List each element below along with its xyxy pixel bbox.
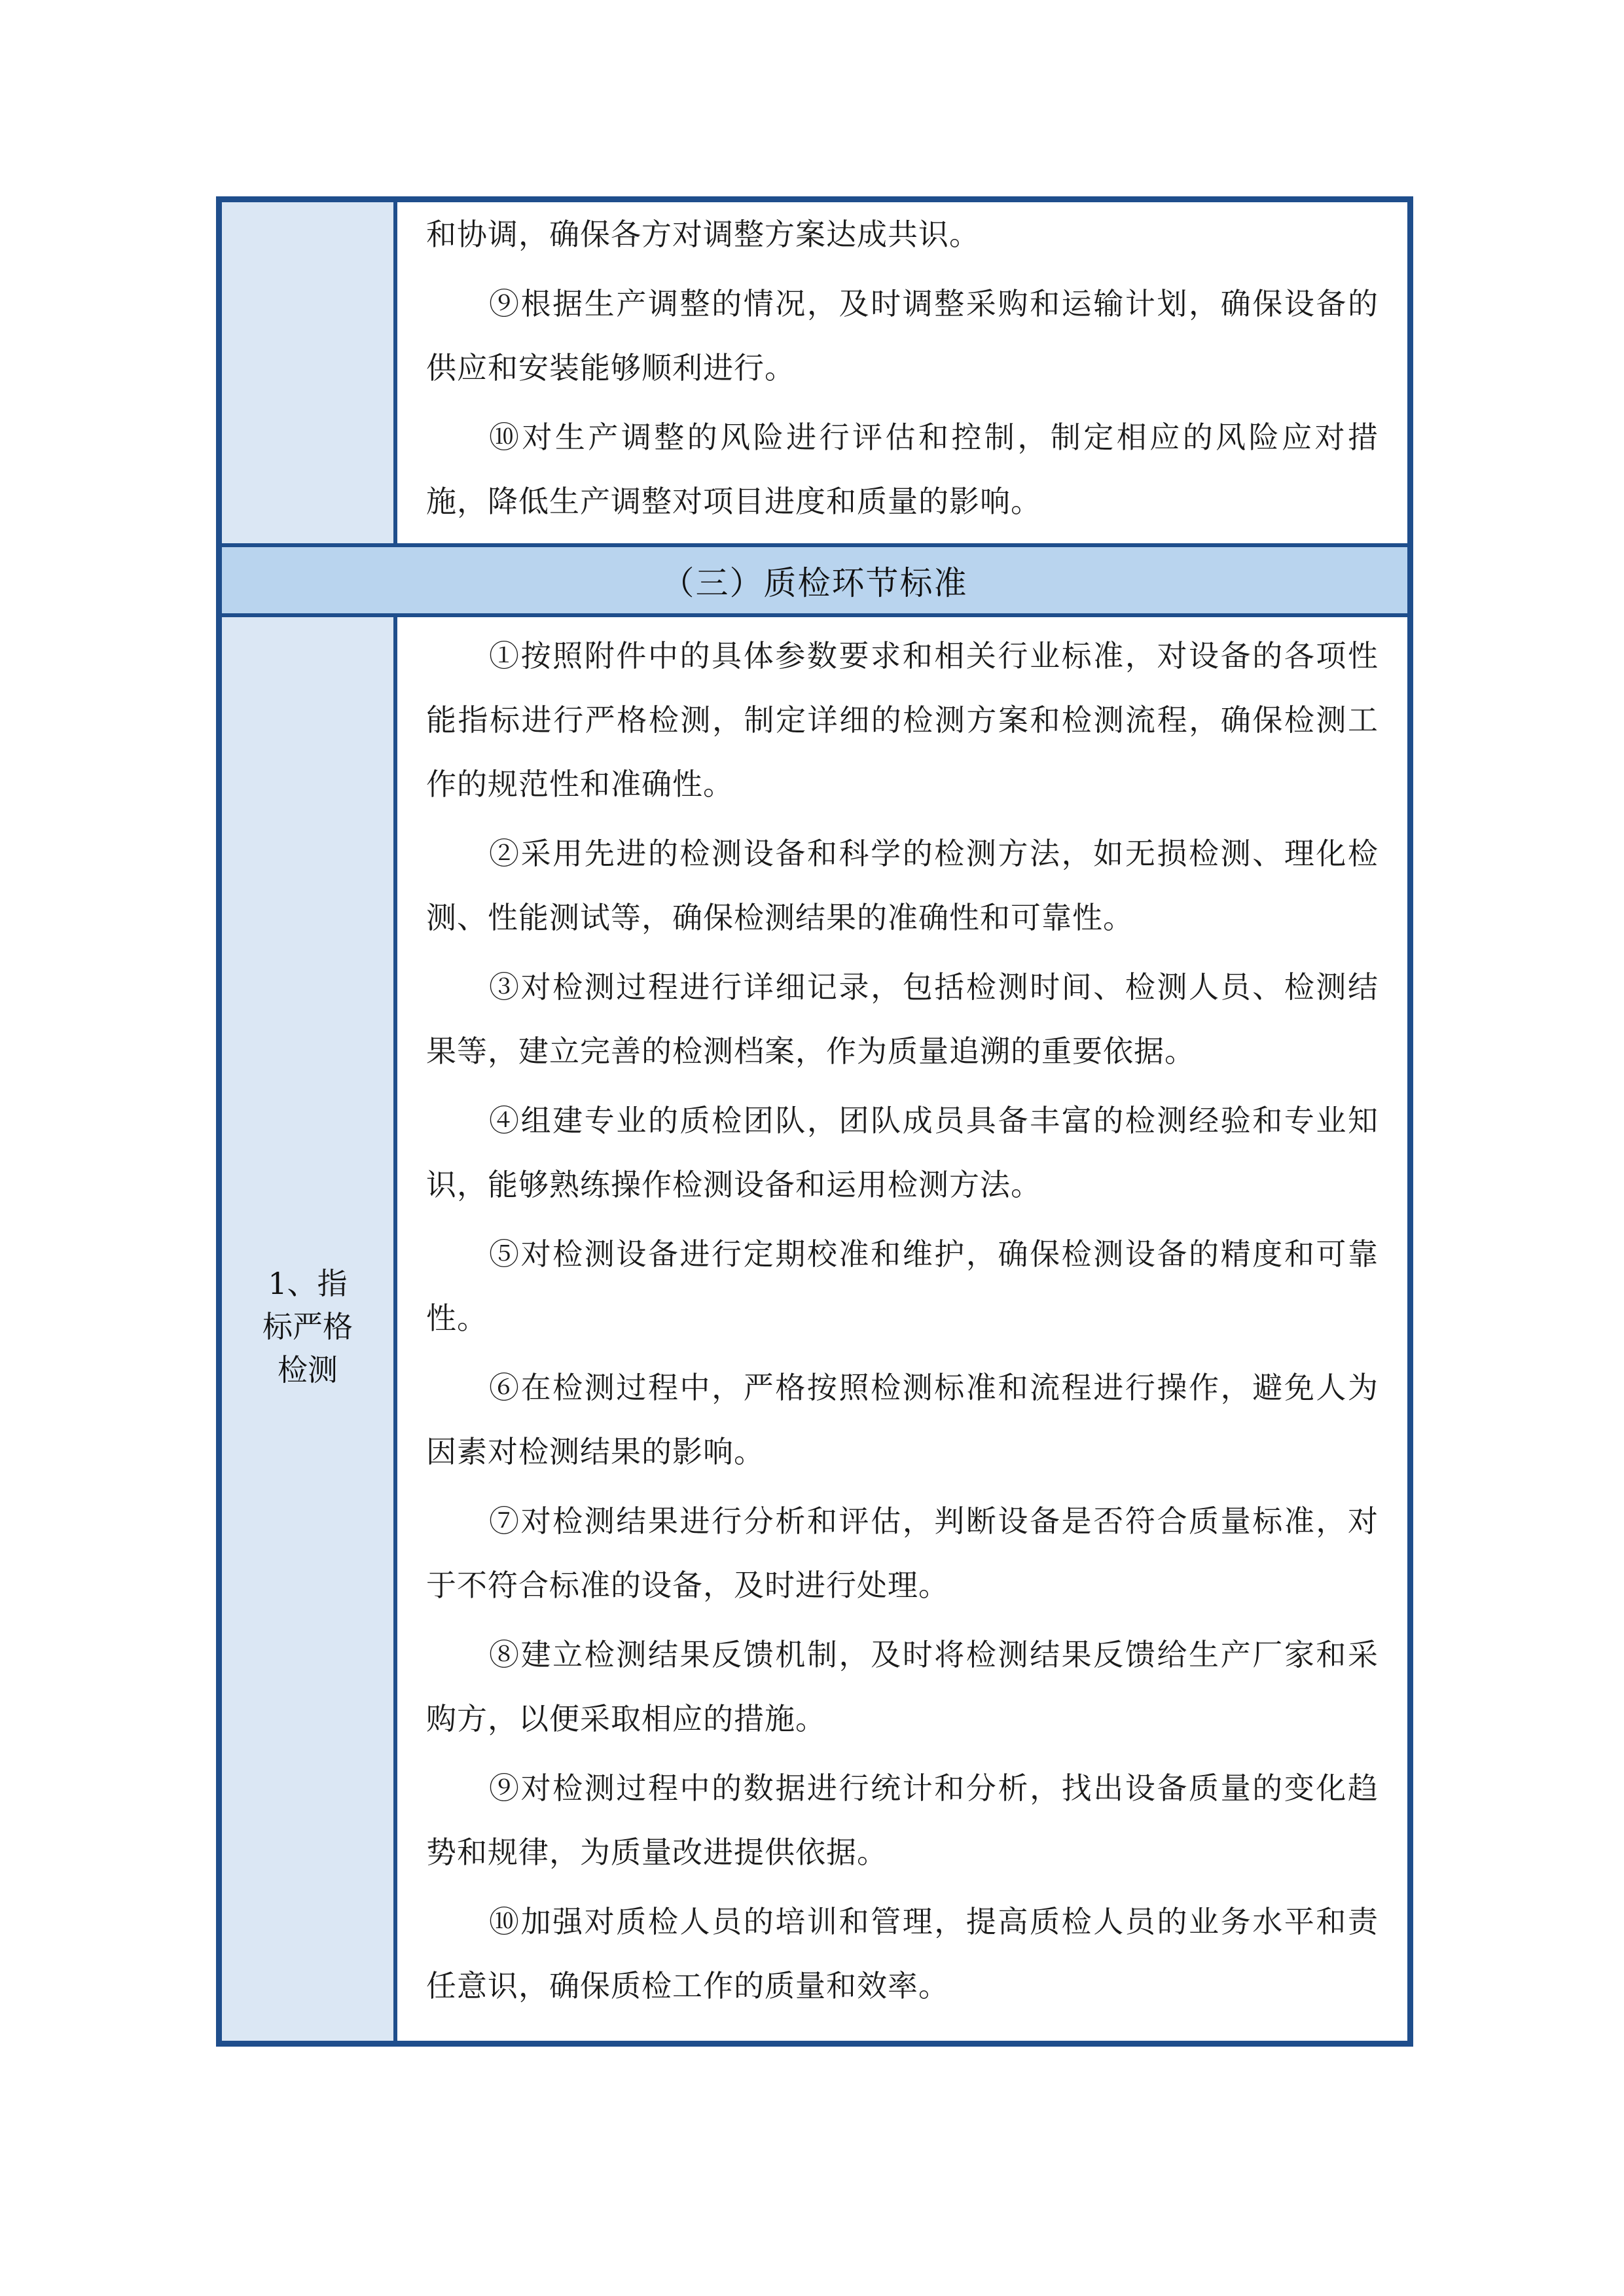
table-row-inspection <box>222 617 1407 2041</box>
content-cell-continued <box>397 202 1407 543</box>
inspection-paragraph-3: ③对检测过程进行详细记录，包括检测时间、检测人员、检测结果等，建立完善的检测档案，作为质量追溯的重要依据。 <box>426 969 1379 1069</box>
inspection-paragraph-2: ②采用先进的检测设备和科学的检测方法，如无损检测、理化检测、性能测试等，确保检测结果的准确性和可靠性。 <box>426 836 1379 935</box>
row-label <box>222 1262 393 1391</box>
document-table <box>216 196 1413 2047</box>
section-title: （三）质检环节标准 <box>661 564 968 602</box>
section-header-row <box>222 543 1407 617</box>
row-label-text: 1、指标严格检测 <box>262 1266 353 1388</box>
content-cell-inspection <box>397 617 1407 2041</box>
label-cell-continued <box>222 202 397 543</box>
inspection-paragraph-5: ⑤对检测设备进行定期校准和维护，确保检测设备的精度和可靠性。 <box>426 1236 1379 1336</box>
inspection-paragraph-1: ①按照附件中的具体参数要求和相关行业标准，对设备的各项性能指标进行严格检测，制定详细的检测方案和检测流程，确保检测工作的规范性和准确性。 <box>426 638 1379 802</box>
paragraph-item-10: ⑩对生产调整的风险进行评估和控制，制定相应的风险应对措施，降低生产调整对项目进度和质量的影响。 <box>426 420 1379 519</box>
inspection-paragraph-9: ⑨对检测过程中的数据进行统计和分析，找出设备质量的变化趋势和规律，为质量改进提供依据。 <box>426 1770 1379 1870</box>
inspection-paragraph-7: ⑦对检测结果进行分析和评估，判断设备是否符合质量标准，对于不符合标准的设备，及时进行处理。 <box>426 1503 1379 1603</box>
inspection-paragraph-6: ⑥在检测过程中，严格按照检测标准和流程进行操作，避免人为因素对检测结果的影响。 <box>426 1370 1379 1469</box>
paragraph-item-9: ⑨根据生产调整的情况，及时调整采购和运输计划，确保设备的供应和安装能够顺利进行。 <box>426 286 1379 386</box>
paragraph-continued: 和协调，确保各方对调整方案达成共识。 <box>426 217 980 252</box>
inspection-paragraph-4: ④组建专业的质检团队，团队成员具备丰富的检测经验和专业知识，能够熟练操作检测设备和运用检测方法。 <box>426 1103 1379 1202</box>
inspection-paragraph-10: ⑩加强对质检人员的培训和管理，提高质检人员的业务水平和责任意识，确保质检工作的质量和效率。 <box>426 1904 1379 2003</box>
inspection-paragraph-8: ⑧建立检测结果反馈机制，及时将检测结果反馈给生产厂家和采购方，以便采取相应的措施。 <box>426 1637 1379 1736</box>
label-cell-inspection <box>222 617 397 2041</box>
table-row-continued <box>222 202 1407 543</box>
